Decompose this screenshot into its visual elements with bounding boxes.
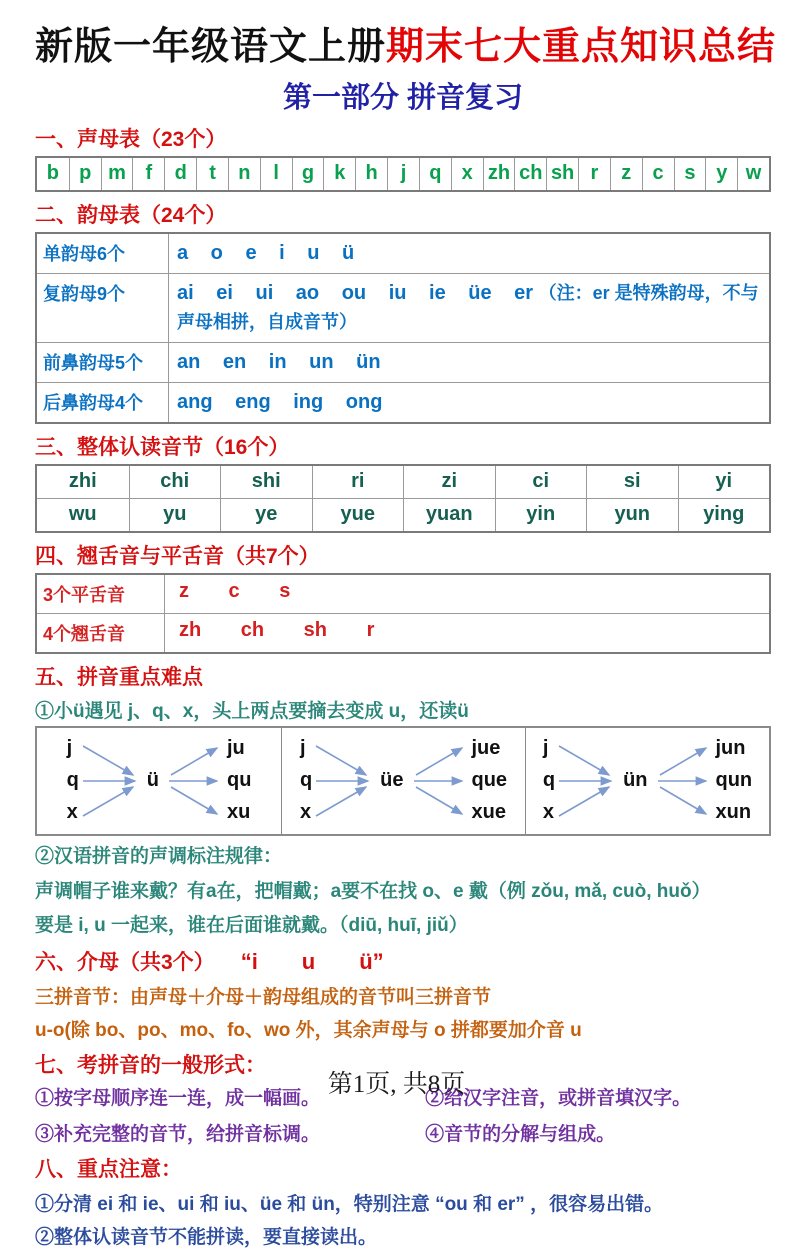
tongue-row (37, 613, 769, 652)
section-5-heading: 五、拼音重点难点 (35, 665, 203, 689)
finals-row (37, 234, 769, 273)
finals-row-value: ai ei ui ao ou iu ie üe er （注：er 是特殊韵母，不与声母相拼，自成音节） (177, 281, 759, 332)
section-2-heading: 二、韵母表（24个） (35, 203, 227, 227)
syllables-row-1 (37, 466, 769, 498)
section-5-point-2: ②汉语拼音的声调标注规律： (35, 845, 283, 867)
syllable-cell: ye (220, 499, 312, 531)
section-6-heading-line (35, 945, 771, 976)
initial-cell: t (196, 158, 228, 190)
finals-row (37, 382, 769, 422)
finals-row-label: 前鼻韵母5个 (37, 343, 169, 382)
finals-row (37, 342, 769, 382)
section-1-heading: 一、声母表（23个） (35, 127, 227, 151)
initials-table (35, 156, 771, 192)
initial-cell: p (69, 158, 101, 190)
page-number: 第1页, 共8页 (327, 1071, 466, 1098)
doc-title-black: 新版一年级语文上册 (35, 26, 387, 68)
section-7-heading: 七、考拼音的一般形式： (35, 1053, 266, 1077)
doc-title-red: 期末七大重点知识总结 (386, 26, 777, 68)
tongue-row-label: 3个平舌音 (37, 575, 165, 613)
syllable-cell: si (586, 466, 678, 498)
initial-cell: z (610, 158, 642, 190)
initial-cell: l (260, 158, 292, 190)
jqx-diagram-un (525, 728, 769, 834)
initial-cell: zh (483, 158, 515, 190)
initial-cell: q (419, 158, 451, 190)
tongue-row-label: 4个翘舌音 (37, 614, 165, 652)
syllable-cell: yin (495, 499, 587, 531)
diagram-left-letters: j q x (66, 737, 79, 823)
diagram-right-syllables: jun qun xun (715, 737, 753, 823)
finals-row (37, 273, 769, 342)
syllable-cell: yuan (403, 499, 495, 531)
diverge-arrows-icon (161, 735, 227, 827)
initial-cell: d (164, 158, 196, 190)
converge-arrows-icon (79, 735, 145, 827)
syllable-cell: yi (678, 466, 770, 498)
diagram-center-final: ün (623, 769, 648, 791)
diagram-left-letters: j q x (299, 737, 313, 823)
exam-form-item: ②给汉字注音，或拼音填汉字。 (425, 1087, 692, 1109)
initial-cell: w (737, 158, 769, 190)
tongue-row (37, 575, 769, 613)
syllable-cell: ri (312, 466, 404, 498)
section-6-heading: 六、介母（共3个） (35, 950, 215, 974)
initial-cell: c (642, 158, 674, 190)
initial-cell: ch (514, 158, 546, 190)
syllable-cell: wu (68, 502, 97, 525)
diagram-right-syllables: ju qu xu (227, 737, 252, 823)
jqx-diagram-ue (281, 728, 525, 834)
syllable-cell: zhi (68, 469, 97, 492)
syllable-cell: ci (495, 466, 587, 498)
initial-cell: k (323, 158, 355, 190)
initial-cell: sh (546, 158, 578, 190)
section-3-heading: 三、整体认读音节（16个） (35, 435, 290, 459)
finals-row-label: 后鼻韵母4个 (37, 383, 169, 422)
initial-cell: f (132, 158, 164, 190)
initial-cell: x (451, 158, 483, 190)
syllable-cell: chi (129, 466, 221, 498)
three-pin-syllable-line: 三拼音节：由声母＋介母＋韵母组成的音节叫三拼音节 (35, 986, 492, 1008)
exam-form-item: ③补充完整的音节，给拼音标调。 (35, 1123, 321, 1145)
exam-form-item: ④音节的分解与组成。 (425, 1123, 616, 1145)
initial-cell: b (46, 161, 60, 184)
converge-arrows-icon (555, 735, 621, 827)
jqx-diagram-u (37, 728, 281, 834)
diverge-arrows-icon (406, 735, 472, 827)
syllable-cell: yun (586, 499, 678, 531)
syllable-cell: zi (403, 466, 495, 498)
key-note-item: ①分清 ei 和 ie、ui 和 iu、üe 和 ün，特别注意 “ou 和 er” ，很容易出错。 (35, 1193, 664, 1215)
diverge-arrows-icon (650, 735, 716, 827)
doc-title (35, 24, 777, 72)
initial-cell: m (101, 158, 133, 190)
initial-cell: n (228, 158, 260, 190)
syllable-cell: yue (312, 499, 404, 531)
tone-rule-2: 要是 i, u 一起来，谁在后面谁就戴。（diū, huī, jiǔ） (35, 914, 468, 936)
initial-cell: r (578, 158, 610, 190)
tone-rule-1: 声调帽子谁来戴？有a在，把帽戴；a要不在找 o、e 戴（例 zǒu, mǎ, cuò, huǒ） (35, 880, 711, 902)
key-note-item: ②整体认读音节不能拼读，要直接读出。 (35, 1226, 378, 1248)
finals-row-label: 单韵母6个 (37, 234, 169, 273)
section-8-heading: 八、重点注意： (35, 1157, 182, 1181)
syllables-table (35, 464, 771, 533)
finals-table (35, 232, 771, 424)
finals-row-value: a o e i u ü (177, 241, 355, 264)
initial-cell: s (674, 158, 706, 190)
uo-rule-line: u-o(除 bo、po、mo、fo、wo 外，其余声母与 o 拼都要加介音 u (35, 1019, 582, 1041)
diagram-center-final: üe (380, 769, 404, 791)
syllables-row-2 (37, 498, 769, 531)
section-6-mediails: “i u ü” (240, 948, 384, 974)
exam-form-item: ①按字母顺序连一连，成一幅画。 (35, 1087, 321, 1109)
initial-cell: j (387, 158, 419, 190)
finals-row-value: an en in un ün (177, 350, 381, 373)
initial-cell: y (705, 158, 737, 190)
syllable-cell: yu (129, 499, 221, 531)
diagram-center-final: ü (146, 769, 159, 791)
syllable-cell: ying (678, 499, 770, 531)
jqx-diagram (35, 726, 771, 836)
key-notes-list (35, 1189, 771, 1249)
diagram-right-syllables: jue que xue (471, 737, 508, 823)
tongue-row-value: zh ch sh r (179, 618, 375, 641)
converge-arrows-icon (312, 735, 378, 827)
diagram-left-letters: j q x (542, 737, 556, 823)
section-4-heading: 四、翘舌音与平舌音（共7个） (35, 544, 320, 568)
tongue-table (35, 573, 771, 654)
doc-subtitle: 第一部分 拼音复习 (282, 81, 524, 114)
finals-row-label: 复韵母9个 (37, 274, 169, 342)
finals-row-value: ang eng ing ong (177, 390, 383, 413)
syllable-cell: shi (220, 466, 312, 498)
tongue-row-value: z c s (179, 579, 291, 602)
section-5-point-1: ①小ü遇见 j、q、x，头上两点要摘去变成 u，还读ü (35, 700, 469, 722)
initial-cell: g (292, 158, 324, 190)
initial-cell: h (355, 158, 387, 190)
